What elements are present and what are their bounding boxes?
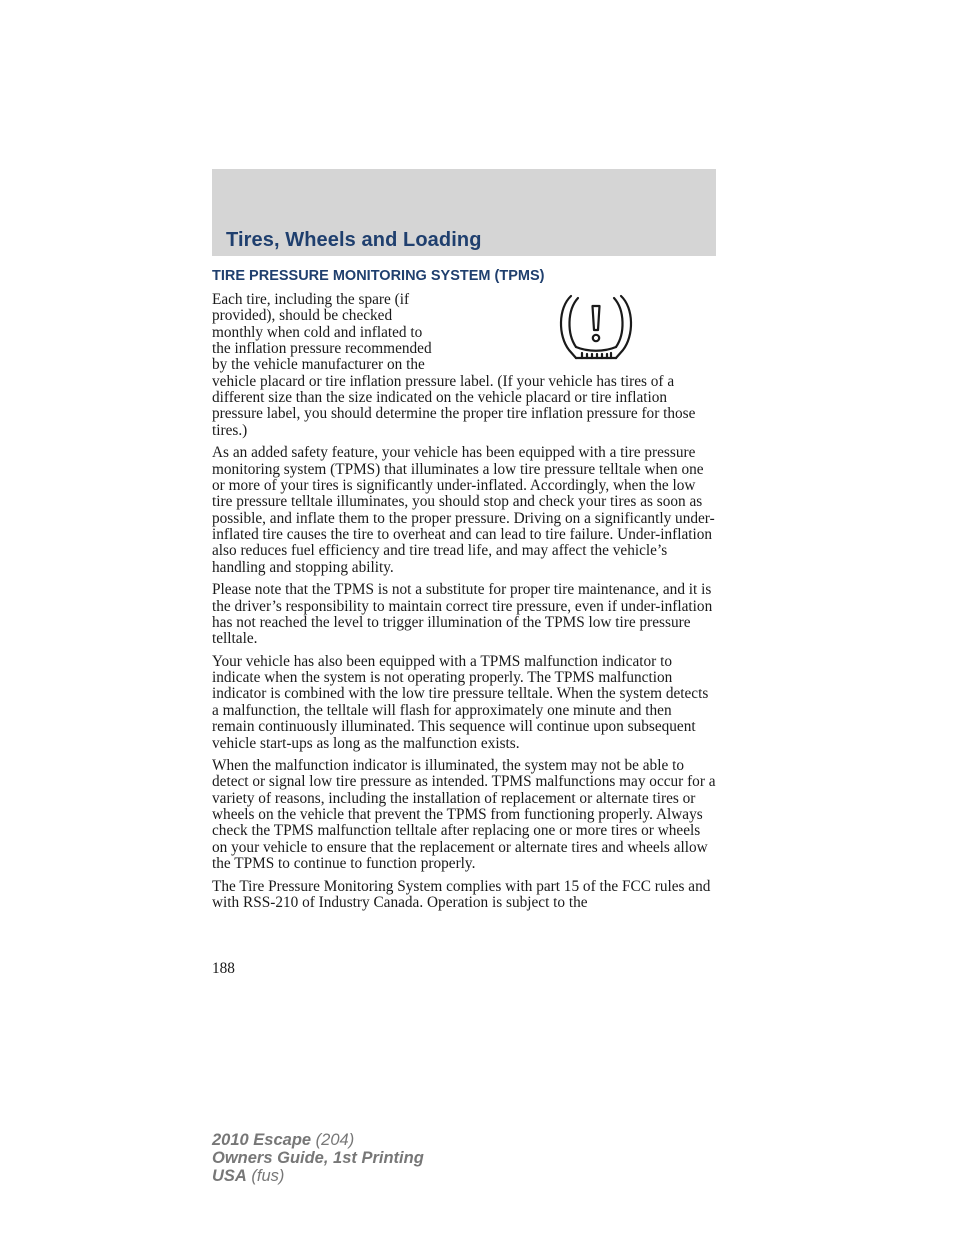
paragraph-6: The Tire Pressure Monitoring System complies with part 15 of the FCC rules and with RSS-210 of Industry Canada. Operation is subject to the (212, 877, 711, 911)
paragraph-1-line-3: monthly when cold and inflated to (212, 323, 423, 341)
footer-market-line (212, 1167, 424, 1185)
footer-model: 2010 Escape (212, 1131, 312, 1149)
section-header-band (212, 169, 716, 256)
paragraph-4: Your vehicle has also been equipped with a TPMS malfunction indicator to indicate when the system is not operating properly. The TPMS malfunction indicator is combined with the low tire pressure telltale. When the system detects a malfunction, the telltale will flash for approximately one minute and then remain continuously illuminated. This sequence will continue upon subsequent vehicle start-ups as long as the malfunction exists. (212, 652, 709, 752)
footer-model-line (212, 1131, 424, 1149)
subsection-title: TIRE PRESSURE MONITORING SYSTEM (TPMS) (212, 268, 545, 284)
paragraph-1-line-1: Each tire, including the spare (if (212, 291, 410, 308)
paragraph-1-line-5: by the vehicle manufacturer on the (212, 356, 425, 374)
footer-guide-line (212, 1149, 424, 1167)
footer-guide: Owners Guide, 1st Printing (212, 1149, 424, 1167)
paragraph-1-line-4: the inflation pressure recommended (212, 340, 432, 358)
section-title: Tires, Wheels and Loading (226, 229, 482, 251)
body-text (212, 292, 716, 918)
paragraph-2: As an added safety feature, your vehicle has been equipped with a tire pressure monitoring system (TPMS) that illuminates a low tire pressure telltale when one or more of your tires is significantly under-inflated. Accordingly, when the low tire pressure telltale illuminates, you should stop and check your tires as soon as possible, and inflate them to the proper pressure. Driving on a significantly under-inflated tire causes the tire to overheat and can lead to tire failure. Under-inflation also reduces fuel efficiency and tire tread life, and may affect the vehicle’s handling and stopping ability. (212, 444, 715, 576)
footer (212, 1131, 424, 1185)
paragraph-3: Please note that the TPMS is not a substitute for proper tire maintenance, and it is the driver’s responsibility to maintain correct tire pressure, even if under-inflation has not reached the level to trigger illumination of the TPMS low tire pressure telltale. (212, 581, 713, 648)
paragraph-1-line-2: provided), should be checked (212, 307, 393, 325)
paragraph-5: When the malfunction indicator is illuminated, the system may not be able to detect or signal low tire pressure as intended. TPMS malfunctions may occur for a variety of reasons, including the installation of replacement or alternate tires or wheels on the vehicle that prevent the TPMS from functioning properly. Always check the TPMS malfunction telltale after replacing one or more tires or wheels on your vehicle to ensure that the replacement or alternate tires and wheels allow the TPMS to continue to function properly. (212, 757, 716, 873)
footer-market: USA (212, 1167, 247, 1185)
footer-model-code: (204) (311, 1131, 355, 1149)
footer-market-code: (fus) (246, 1167, 285, 1185)
paragraph-1-continuation: vehicle placard or tire inflation pressure label. (If your vehicle has tires of a different size than the size indicated on the vehicle placard or tire inflation pressure label, you should determine the proper tire inflation pressure for those tires.) (212, 372, 696, 439)
page-number: 188 (212, 960, 235, 977)
paragraph-1 (212, 292, 716, 439)
